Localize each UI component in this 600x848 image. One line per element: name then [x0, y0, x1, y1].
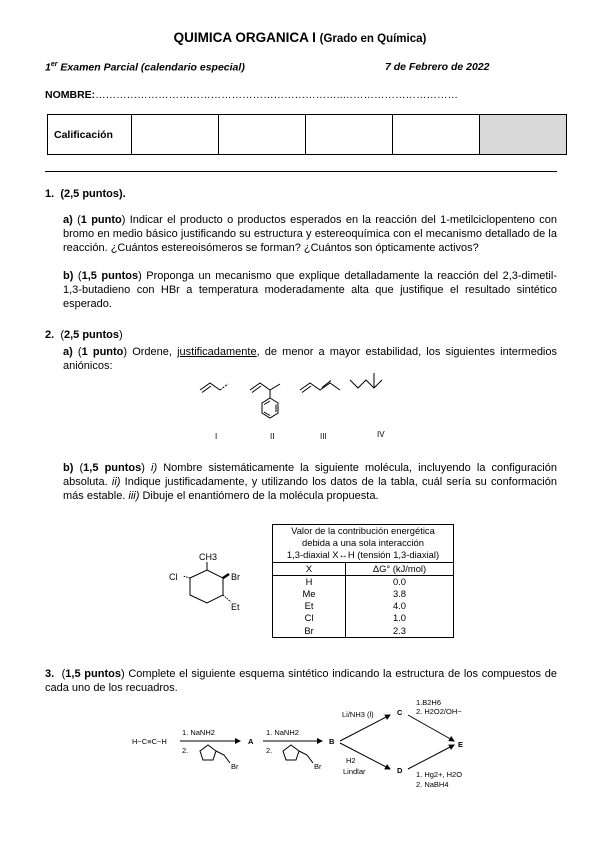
- q3-number: 3.: [45, 668, 55, 680]
- scheme-br-2: Br: [314, 762, 322, 771]
- scheme-step1-b: 2.: [182, 746, 189, 755]
- mol-label-II: II: [270, 432, 275, 441]
- table-row-dg: 3.8: [346, 588, 454, 600]
- table-col-x: X: [273, 562, 346, 575]
- page-title: [0, 30, 600, 45]
- q3-text: ) Complete el siguiente esquema sintético indicando la estructura de los compuestos de cada uno de los recuadros.: [45, 668, 557, 694]
- scheme-step2-a: 1. NaNH2: [266, 728, 299, 737]
- q2-b-text-4: Dibuje el enantiómero de la molécula propuesta.: [139, 490, 379, 502]
- table-row-x: Br: [273, 625, 346, 638]
- anion-IV: [350, 373, 382, 388]
- anion-structures: [190, 368, 390, 448]
- arrow-D-to-E: [408, 745, 454, 769]
- ch3-label: CH3: [199, 552, 218, 562]
- q2-b-text-2: Nombre sistemáticamente la siguiente molécula, incluyendo la configuración absoluta.: [63, 462, 557, 488]
- grade-cell-1[interactable]: [132, 115, 219, 155]
- reagent-cyclopentyl-1: [200, 745, 230, 763]
- scheme-to-D-2: Lindlar: [343, 767, 366, 776]
- mol-label-III: III: [320, 432, 327, 441]
- scheme-C-to-E-1: 1.B2H6: [416, 698, 442, 707]
- table-col-dg: ΔG° (kJ/mol): [346, 562, 454, 575]
- q2-a-label: a): [63, 346, 73, 358]
- grade-table: [47, 114, 567, 155]
- grade-cell-4[interactable]: [393, 115, 480, 155]
- q3-points: 1,5 puntos: [65, 668, 121, 680]
- table-header-3: 1,3-diaxial X↔H (tensión 1,3-diaxial): [273, 549, 454, 562]
- table-row-x: Me: [273, 588, 346, 600]
- cl-label: Cl: [169, 572, 178, 582]
- q1-heading: [45, 187, 126, 201]
- q1-number: 1.: [45, 188, 55, 200]
- q2-number: 2.: [45, 329, 55, 341]
- arrow-C-to-E: [408, 715, 454, 741]
- name-line: [45, 89, 458, 101]
- name-dots: ……………………………………………………………..……………………………: [95, 89, 459, 101]
- q2-a: a) (1 punto) Ordene, justificadamente, de menor a mayor estabilidad, los siguientes intermedios aniónicos:: [63, 346, 557, 372]
- exam-ordinal: 1: [45, 61, 51, 74]
- q2-b-label: b): [63, 462, 74, 474]
- q2-heading: [45, 328, 123, 342]
- name-label: NOMBRE:: [45, 89, 96, 101]
- exam-date: 7 de Febrero de 2022: [385, 61, 490, 73]
- reagent-cyclopentyl-2: [283, 745, 313, 763]
- grade-total-cell[interactable]: [480, 115, 567, 155]
- br-label: Br: [231, 572, 240, 582]
- exam-name: [45, 61, 245, 74]
- table-header-1: Valor de la contribución energética: [273, 525, 454, 538]
- table-row-dg: 4.0: [346, 600, 454, 612]
- scheme-step1-a: 1. NaNH2: [182, 728, 215, 737]
- table-row-dg: 1.0: [346, 612, 454, 624]
- table-row-x: Et: [273, 600, 346, 612]
- scheme-to-D-1: H2: [346, 756, 356, 765]
- q2-b-i: i): [151, 462, 158, 474]
- cyclohexane-molecule: [165, 550, 265, 625]
- grade-label: Calificación: [48, 115, 132, 155]
- scheme-D-to-E-1: 1. Hg2+, H2O: [416, 770, 463, 779]
- et-label: Et: [231, 602, 240, 612]
- table-row-x: H: [273, 575, 346, 588]
- q3: 3. (1,5 puntos) Complete el siguiente esquema sintético indicando la estructura de los compuestos de cada uno de los recuadros.: [45, 668, 557, 694]
- q1-b: b) (1,5 puntos) Proponga un mecanismo que explique detalladamente la reacción del 2,3-dimetil-1,3-butadieno con HBr a temperatura moderadamente alta que justifique el resultado sintético esperado.: [63, 270, 557, 310]
- title-main: QUIMICA ORGANICA I: [173, 30, 316, 45]
- scheme-to-C: Li/NH3 (l): [342, 710, 374, 719]
- scheme-br-1: Br: [231, 762, 239, 771]
- q2-points: (2,5 puntos): [60, 329, 123, 341]
- q2-b-text-1: ): [141, 462, 152, 474]
- grade-cell-2[interactable]: [219, 115, 306, 155]
- mol-label-IV: IV: [377, 430, 385, 439]
- synthetic-scheme: [120, 695, 480, 795]
- q1-a-label: a): [63, 214, 73, 226]
- q2-b-text-3: Indique justificadamente, y utilizando los datos de la tabla, cuál sería su conformación más estable.: [63, 476, 557, 502]
- q2-b: b) (1,5 puntos) i) Nombre sistemáticamente la siguiente molécula, incluyendo la configuración absoluta. ii) Indique justificadamente, y utilizando los datos de la tabla, cuál sería su conformación más estable. iii) Dibuje el enantiómero de la molécula propuesta.: [63, 462, 557, 502]
- table-row-dg: 0.0: [346, 575, 454, 588]
- q1-a-text: ) Indicar el producto o productos esperados en la reacción del 1-metilciclopenteno con bromo en medio básico justificando su estructura y estereoquímica con el mecanismo detallado de la reacción. ¿Cuántos estereoisómeros se forman? ¿Cuántos son ópticamente activos?: [63, 214, 557, 254]
- scheme-start: H−C≡C−H: [132, 737, 167, 746]
- scheme-C-to-E-2: 2. H2O2/OH−: [416, 707, 462, 716]
- table-header-2: debida a una sola interacción: [273, 537, 454, 549]
- energy-table: [272, 524, 454, 638]
- scheme-D-to-E-2: 2. NaBH4: [416, 780, 449, 789]
- q1-b-label: b): [63, 270, 74, 282]
- table-row-dg: 2.3: [346, 625, 454, 638]
- q2-a-text-2: , de menor a mayor estabilidad, los siguientes intermedios aniónicos:: [63, 346, 557, 372]
- divider: [45, 171, 557, 172]
- exam-ordinal-sup: er: [50, 61, 58, 68]
- q2-a-underlined: justificadamente: [177, 346, 257, 358]
- table-row-x: Cl: [273, 612, 346, 624]
- q1-b-text: ) Proponga un mecanismo que explique detalladamente la reacción del 2,3-dimetil-1,3-butadieno con HBr a temperatura moderadamente alta que justifique el resultado sintético esperado.: [63, 270, 557, 310]
- q2-a-text-1: ) Ordene,: [123, 346, 178, 358]
- scheme-C: C: [397, 708, 403, 717]
- scheme-D: D: [397, 766, 403, 775]
- anion-III: [300, 381, 340, 393]
- exam-title: Examen Parcial (calendario especial): [57, 61, 245, 74]
- q2-b-ii: ii): [111, 476, 121, 488]
- anion-I: [200, 383, 228, 393]
- q1-points: (2,5 puntos).: [60, 188, 126, 200]
- q2-b-iii: iii): [128, 490, 140, 502]
- q2-a-points: 1 punto: [81, 346, 124, 358]
- scheme-E: E: [458, 740, 464, 749]
- anion-II: [250, 383, 280, 418]
- scheme-A: A: [248, 737, 254, 746]
- mol-label-I: I: [215, 432, 218, 441]
- scheme-step2-b: 2.: [266, 746, 273, 755]
- title-sub: (Grado en Química): [319, 33, 427, 45]
- grade-cell-3[interactable]: [306, 115, 393, 155]
- q1-b-points: 1,5 puntos: [81, 270, 139, 282]
- scheme-B: B: [329, 737, 335, 746]
- q1-a: a) (1 punto) Indicar el producto o productos esperados en la reacción del 1-metilciclopenteno con bromo en medio básico justificando su estructura y estereoquímica con el mecanismo detallado de la reacción. ¿Cuántos estereoisómeros se forman? ¿Cuántos son ópticamente activos?: [63, 214, 557, 254]
- q1-a-points: 1 punto: [80, 214, 122, 226]
- q2-b-points: 1,5 puntos: [83, 462, 142, 474]
